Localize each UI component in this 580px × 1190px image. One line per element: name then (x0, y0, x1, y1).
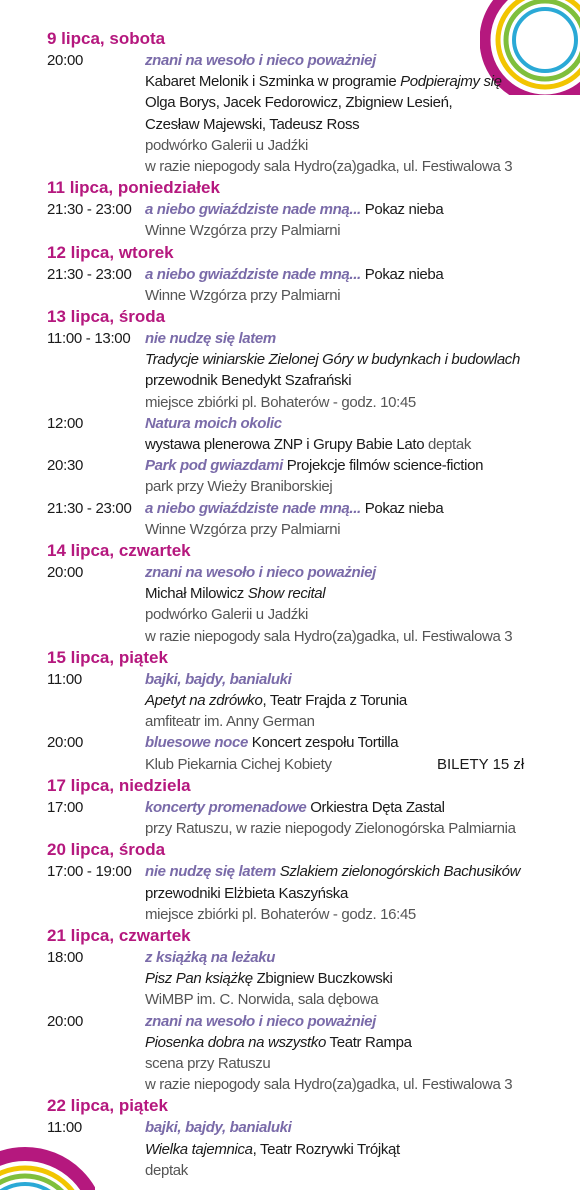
event-category: bajki, bajdy, banialuki (145, 1119, 292, 1137)
event-line (0, 1117, 580, 1138)
event-time: 20:00 (47, 1012, 84, 1030)
event (0, 199, 580, 241)
event-title: Show recital (247, 585, 326, 603)
event-text: , Teatr Frajda z Torunia (262, 692, 407, 710)
event-line (0, 604, 580, 625)
event-category: bluesowe noce (145, 734, 248, 752)
event-time: 11:00 (47, 1119, 82, 1137)
event-time: 11:00 (47, 670, 82, 688)
event-line (0, 732, 580, 753)
event-text: Projekcje filmów science-fiction (282, 457, 484, 475)
day-heading: 12 lipca, wtorek (47, 242, 174, 262)
event-text: Zbigniew Buczkowski (252, 970, 393, 988)
event-venue: miejsce zbiórki pl. Bohaterów - godz. 16:45 (145, 905, 416, 923)
event-venue: w razie niepogody sala Hydro(za)gadka, ul. Festiwalowa 3 (145, 1076, 513, 1094)
event (0, 732, 580, 774)
event-time: 12:00 (47, 414, 84, 432)
event-category: koncerty promenadowe (145, 798, 307, 816)
event (0, 328, 580, 413)
event-text: przewodnik Benedykt Szafrański (145, 372, 352, 390)
event-line (0, 989, 580, 1010)
day-block (0, 925, 580, 1095)
event (0, 562, 580, 647)
event-line (0, 392, 580, 413)
event-category: bajki, bajdy, banialuki (145, 670, 292, 688)
event-time: 20:00 (47, 52, 84, 69)
event-line (0, 92, 580, 113)
event-time: 20:00 (47, 734, 84, 752)
event-line (0, 156, 580, 177)
day-block (0, 839, 580, 925)
event-time: 21:30 - 23:00 (47, 201, 132, 219)
day-block (0, 540, 580, 647)
event-category: nie nudzę się latem (145, 863, 276, 881)
event-line (0, 1032, 580, 1053)
event (0, 264, 580, 306)
event (0, 1117, 580, 1181)
event-text: Michał Milowicz (145, 585, 248, 603)
event-title: Podpierajmy się (400, 73, 502, 91)
event-line (0, 434, 580, 455)
event-title: Pisz Pan książkę (145, 970, 253, 988)
event-line (0, 114, 580, 135)
day-heading: 20 lipca, środa (47, 840, 166, 860)
event-category: nie nudzę się latem (145, 330, 276, 348)
day-block (0, 177, 580, 241)
event-title: Piosenka dobra na wszystko (145, 1033, 327, 1051)
event-text: Koncert zespołu Tortilla (247, 734, 399, 752)
day-block (0, 28, 580, 177)
event-venue: Winne Wzgórza przy Palmiarni (145, 520, 341, 538)
event-line (0, 947, 580, 968)
event-line (0, 583, 580, 604)
event-line (0, 1053, 580, 1074)
event-schedule (0, 28, 580, 1181)
event-time: 21:30 - 23:00 (47, 499, 132, 517)
event-text: Teatr Rampa (326, 1033, 412, 1051)
event-line (0, 285, 580, 306)
event-line (0, 135, 580, 156)
day-heading: 22 lipca, piątek (47, 1096, 168, 1116)
event-line (0, 455, 580, 476)
event-title: Wielka tajemnica (145, 1140, 253, 1158)
event-time: 20:00 (47, 564, 84, 582)
event-time: 17:00 (47, 798, 84, 816)
event-venue: Winne Wzgórza przy Palmiarni (145, 286, 341, 304)
event-venue: deptak (428, 436, 471, 454)
event (0, 947, 580, 1011)
event-category: a niebo gwiaździste nade mną... (145, 499, 361, 517)
event-category: znani na wesoło i nieco poważniej (145, 1012, 376, 1030)
day-heading: 14 lipca, czwartek (47, 541, 191, 561)
event-line (0, 370, 580, 391)
event-venue: deptak (145, 1161, 188, 1179)
event (0, 861, 580, 925)
day-heading: 11 lipca, poniedziałek (47, 178, 220, 198)
event-line (0, 1139, 580, 1160)
event (0, 50, 580, 177)
event (0, 455, 580, 497)
event (0, 797, 580, 839)
event-time: 17:00 - 19:00 (47, 863, 132, 881)
event-title: Apetyt na zdrówko (145, 692, 263, 710)
event-category: a niebo gwiaździste nade mną... (145, 265, 361, 283)
event-line (0, 1074, 580, 1095)
day-block (0, 775, 580, 839)
event-title: Szlakiem zielonogórskich Bachusików (279, 863, 521, 881)
event-line (0, 476, 580, 497)
day-heading: 9 lipca, sobota (47, 29, 166, 48)
event-line (0, 220, 580, 241)
event-venue: przy Ratuszu, w razie niepogody Zielonogórska Palmiarnia (145, 820, 516, 838)
event-line (0, 413, 580, 434)
event (0, 413, 580, 455)
ticket-price: BILETY 15 zł (437, 755, 525, 773)
event-text: Olga Borys, Jacek Fedorowicz, Zbigniew Lesień, (145, 94, 453, 112)
event-venue: scena przy Ratuszu (145, 1054, 271, 1072)
event-category: z książką na leżaku (145, 948, 276, 966)
event-time: 20:30 (47, 457, 84, 475)
event-time: 11:00 - 13:00 (47, 330, 131, 348)
event-venue: w razie niepogody sala Hydro(za)gadka, ul. Festiwalowa 3 (145, 627, 513, 645)
event-category: znani na wesoło i nieco poważniej (145, 564, 376, 582)
event-time: 21:30 - 23:00 (47, 265, 132, 283)
event-line (0, 519, 580, 540)
day-heading: 17 lipca, niedziela (47, 775, 191, 795)
event-text: Orkiestra Dęta Zastal (306, 798, 445, 816)
event-line (0, 711, 580, 732)
event-venue: Klub Piekarnia Cichej Kobiety (145, 755, 332, 773)
day-block (0, 306, 580, 540)
event-text: przewodniki Elżbieta Kaszyńska (145, 884, 348, 902)
event-line (0, 818, 580, 839)
event-line (0, 349, 580, 370)
day-heading: 13 lipca, środa (47, 307, 166, 327)
event-line (0, 626, 580, 647)
event-text: Pokaz nieba (360, 499, 444, 517)
event-line (0, 669, 580, 690)
event-venue: podwórko Galerii u Jadźki (145, 606, 308, 624)
event-text: Pokaz nieba (360, 201, 444, 219)
event-line (0, 71, 580, 92)
event-line (0, 50, 580, 71)
event-line (0, 883, 580, 904)
event-line (0, 562, 580, 583)
event-text: Czesław Majewski, Tadeusz Ross (145, 115, 360, 133)
event-text: , Teatr Rozrywki Trójkąt (252, 1140, 400, 1158)
event-venue: WiMBP im. C. Norwida, sala dębowa (145, 991, 379, 1009)
event-line (0, 797, 580, 818)
event-venue: w razie niepogody sala Hydro(za)gadka, ul. Festiwalowa 3 (145, 158, 513, 176)
event-line (0, 904, 580, 925)
event-venue: Winne Wzgórza przy Palmiarni (145, 222, 341, 240)
event-venue: park przy Wieży Braniborskiej (145, 478, 333, 496)
event-category: a niebo gwiaździste nade mną... (145, 201, 361, 219)
event-venue: amfiteatr im. Anny German (145, 713, 315, 731)
event (0, 669, 580, 733)
event-line (0, 968, 580, 989)
event-time: 18:00 (47, 948, 84, 966)
event-text: Kabaret Melonik i Szminka w programie (145, 73, 401, 91)
event-venue: miejsce zbiórki pl. Bohaterów - godz. 10:45 (145, 393, 416, 411)
event (0, 1011, 580, 1096)
day-block (0, 1095, 580, 1181)
day-block (0, 242, 580, 306)
event-line (0, 690, 580, 711)
event-line (0, 1160, 580, 1181)
event-line (0, 1011, 580, 1032)
event-venue: podwórko Galerii u Jadźki (145, 136, 308, 154)
event (0, 498, 580, 540)
event-category: Natura moich okolic (145, 414, 282, 432)
event-category: Park pod gwiazdami (145, 457, 283, 475)
event-title: Tradycje winiarskie Zielonej Góry w budynkach i budowlach (145, 351, 520, 369)
event-category: znani na wesoło i nieco poważniej (145, 52, 376, 69)
day-heading: 21 lipca, czwartek (47, 925, 191, 945)
day-heading: 15 lipca, piątek (47, 647, 168, 667)
event-text: Pokaz nieba (360, 265, 444, 283)
day-block (0, 647, 580, 775)
event-text: wystawa plenerowa ZNP i Grupy Babie Lato (145, 436, 429, 454)
